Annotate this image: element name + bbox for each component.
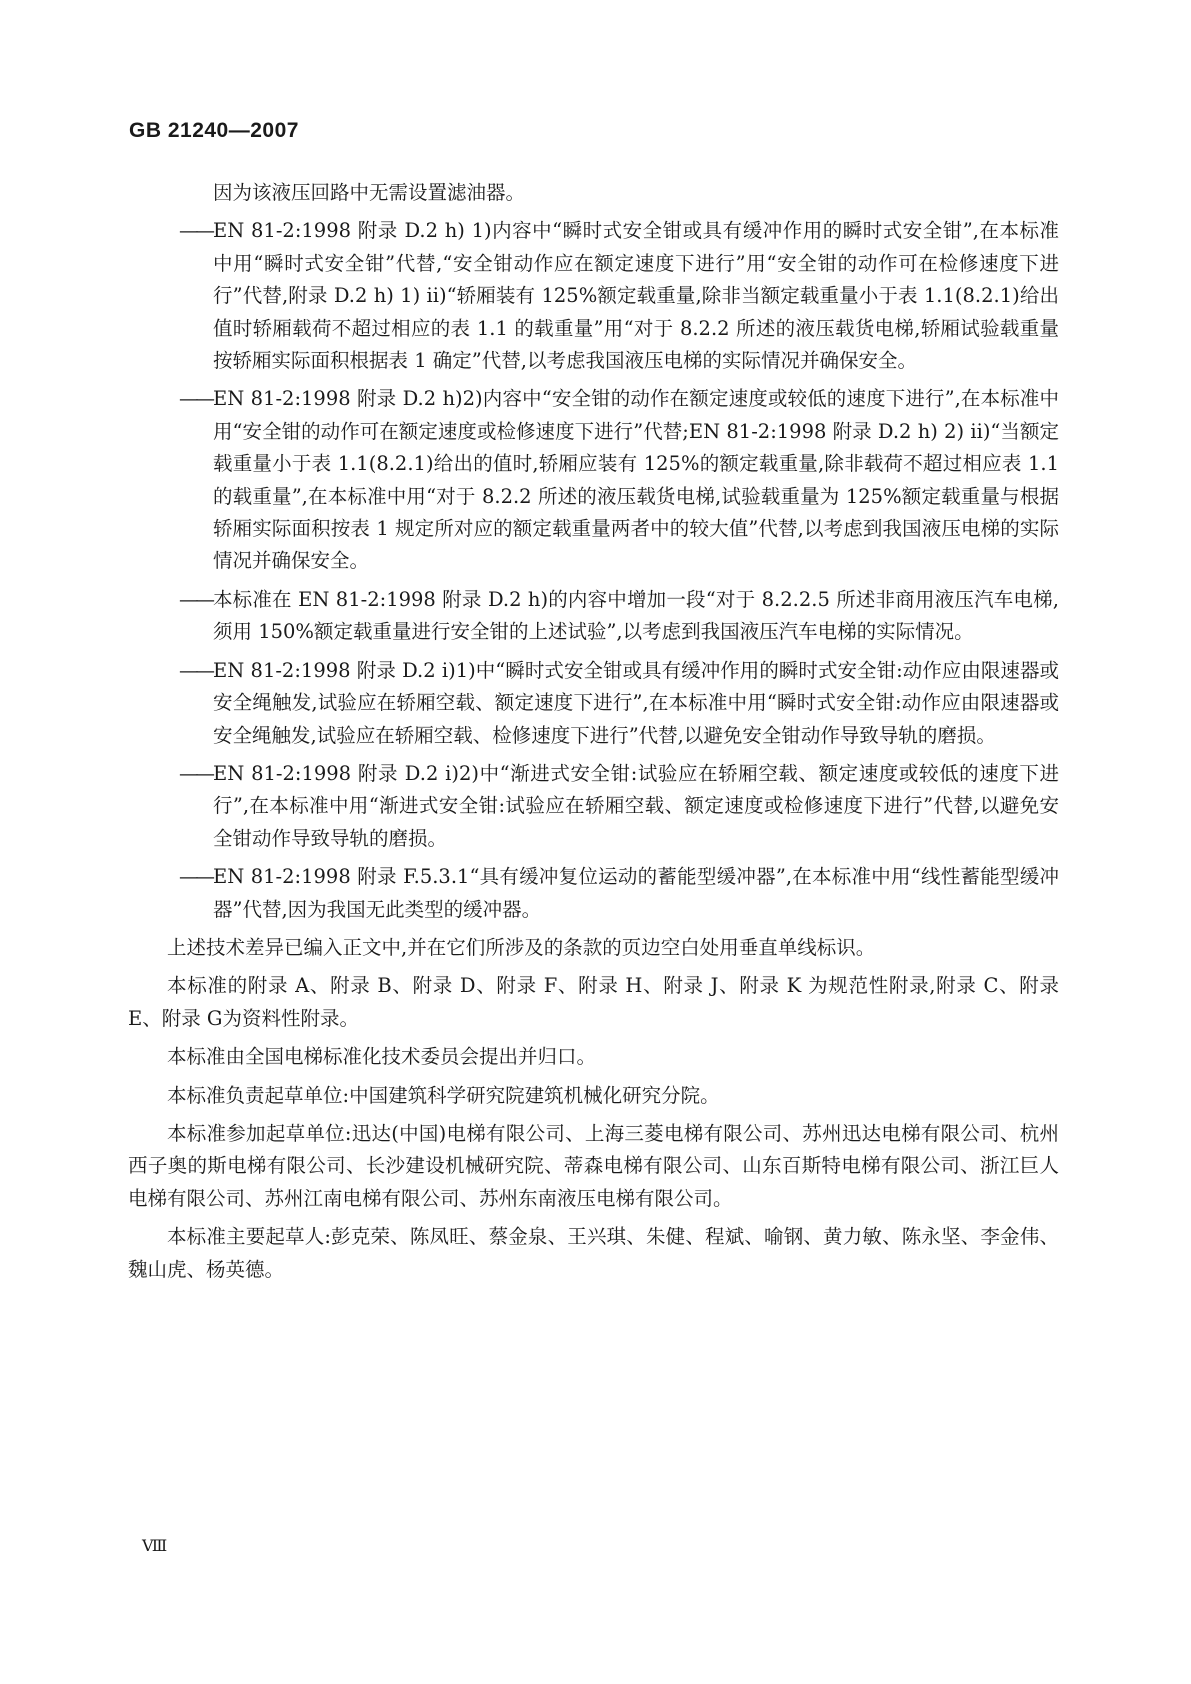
dash-marker: —— xyxy=(179,658,212,682)
dash-marker: —— xyxy=(179,219,212,243)
body-paragraph: 本标准负责起草单位:中国建筑科学研究院建筑机械化研究分院。 xyxy=(167,1083,720,1107)
dash-marker: —— xyxy=(179,387,212,411)
dash-list-item xyxy=(179,215,1059,377)
body-paragraph: 本标准参加起草单位:迅达(中国)电梯有限公司、上海三菱电梯有限公司、苏州迅达电梯有限公司、杭州西子奥的斯电梯有限公司、长沙建设机械研究院、蒂森电梯有限公司、山东百斯特电梯有限公司、浙江巨人电梯有限公司、苏州江南电梯有限公司、苏州东南液压电梯有限公司。 xyxy=(128,1121,1059,1210)
dash-item-text: EN 81-2:1998 附录 F.5.3.1“具有缓冲复位运动的蓄能型缓冲器”,在本标准中用“线性蓄能型缓冲器”代替,因为我国无此类型的缓冲器。 xyxy=(213,865,1059,921)
dash-list-item xyxy=(179,584,1059,649)
dash-marker: —— xyxy=(179,587,212,611)
dash-list-item xyxy=(179,655,1059,752)
dash-item-text: EN 81-2:1998 附录 D.2 h)2)内容中“安全钳的动作在额定速度或较低的速度下进行”,在本标准中用“安全钳的动作可在额定速度或检修速度下进行”代替;EN 81-2:1998 附录 D.2 h) 2) ii)“当额定载重量小于表 1.1(8.2.1)给出的值时,轿厢应装有 125%的额定载重量,除非载荷不超过相应表 1.1 的载重量”,在本标准中用“对于 8.2.2 所述的液压载货电梯,试验载重量为 125%额定载重量与根据轿厢实际面积按表 1 规定所对应的额定载重量两者中的较大值”代替,以考虑到我国液压电梯的实际情况并确保安全。 xyxy=(213,387,1059,573)
body-paragraph: 本标准的附录 A、附录 B、附录 D、附录 F、附录 H、附录 J、附录 K 为规范性附录,附录 C、附录 E、附录 G为资料性附录。 xyxy=(128,974,1059,1030)
dash-item-text: EN 81-2:1998 附录 D.2 h) 1)内容中“瞬时式安全钳或具有缓冲作用的瞬时式安全钳”,在本标准中用“瞬时式安全钳”代替,“安全钳动作应在额定速度下进行”用“安全钳的动作可在检修速度下进行”代替,附录 D.2 h) 1) ii)“轿厢装有 125%额定载重量,除非当额定载重量小于表 1.1(8.2.1)给出值时轿厢载荷不超过相应的表 1.1 的载重量”用“对于 8.2.2 所述的液压载货电梯,轿厢试验载重量按轿厢实际面积根据表 1 确定”代替,以考虑我国液压电梯的实际情况并确保安全。 xyxy=(213,219,1059,373)
continuation-text: 因为该液压回路中无需设置滤油器。 xyxy=(213,181,526,204)
dash-list-item xyxy=(179,861,1059,926)
dash-item-text: 本标准在 EN 81-2:1998 附录 D.2 h)的内容中增加一段“对于 8.2.2.5 所述非商用液压汽车电梯,须用 150%额定载重量进行安全钳的上述试验”,以考虑到我国液压汽车电梯的实际情况。 xyxy=(213,587,1059,644)
body-paragraph: 本标准由全国电梯标准化技术委员会提出并归口。 xyxy=(167,1045,597,1069)
dash-list-item xyxy=(179,383,1059,577)
dash-marker: —— xyxy=(179,761,212,785)
body-paragraph: 本标准主要起草人:彭克荣、陈凤旺、蔡金泉、王兴琪、朱健、程斌、喻钢、黄力敏、陈永坚、李金伟、魏山虎、杨英德。 xyxy=(128,1225,1059,1281)
dash-marker: —— xyxy=(179,865,212,889)
dash-item-text: EN 81-2:1998 附录 D.2 i)2)中“渐进式安全钳:试验应在轿厢空载、额定速度或较低的速度下进行”,在本标准中用“渐进式安全钳:试验应在轿厢空载、额定速度或检修速度下进行”代替,以避免安全钳动作导致导轨的磨损。 xyxy=(213,761,1059,850)
page-number: Ⅷ xyxy=(142,1536,168,1555)
dash-list-item xyxy=(179,758,1059,855)
body-paragraph: 上述技术差异已编入正文中,并在它们所涉及的条款的页边空白处用垂直单线标识。 xyxy=(167,935,876,959)
standard-code-header: GB 21240—2007 xyxy=(129,119,299,142)
document-body xyxy=(128,177,1059,1292)
dash-item-text: EN 81-2:1998 附录 D.2 i)1)中“瞬时式安全钳或具有缓冲作用的瞬时式安全钳:动作应由限速器或安全绳触发,试验应在轿厢空载、额定速度下进行”,在本标准中用“瞬时式安全钳:动作应由限速器或安全绳触发,试验应在轿厢空载、检修速度下进行”代替,以避免安全钳动作导致导轨的磨损。 xyxy=(213,658,1059,747)
